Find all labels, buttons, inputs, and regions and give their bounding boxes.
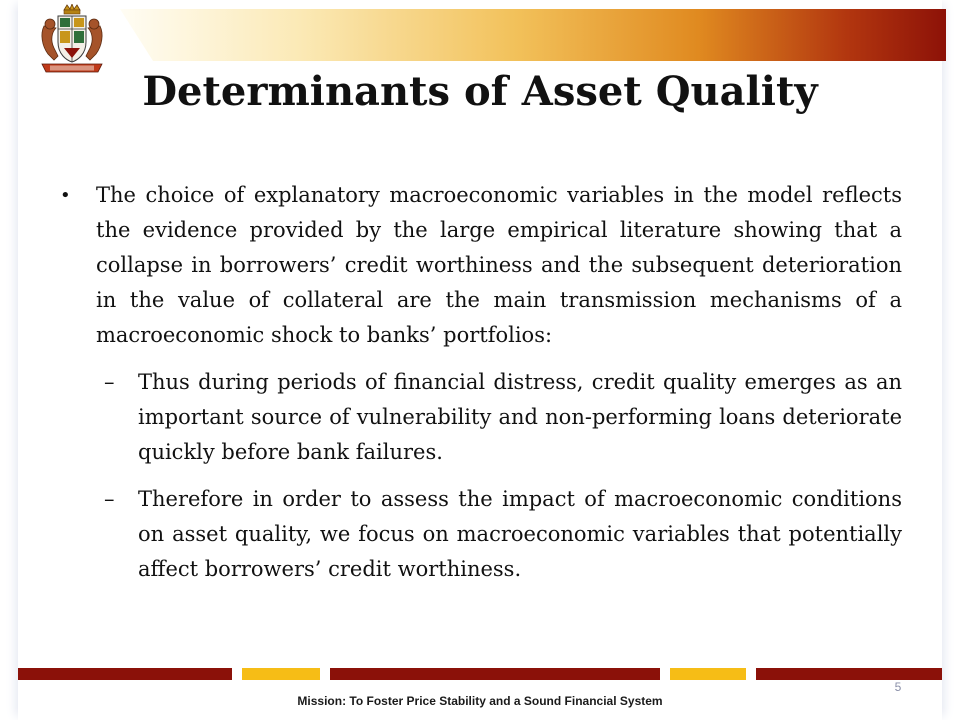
footer-segment-gold — [670, 668, 746, 680]
sub-bullet-text: Therefore in order to assess the impact of macroeconomic conditions on asset quality, we focus on macroeconomic variables that potentially affect borrowers’ credit worthiness. — [138, 487, 902, 581]
dash-icon: – — [104, 487, 115, 511]
dash-icon: – — [104, 370, 115, 394]
slide-title: Determinants of Asset Quality — [142, 68, 818, 115]
footer-segment-maroon — [18, 668, 232, 680]
sub-bullet-text: Thus during periods of financial distress, credit quality emerges as an important source of vulnerability and non-performing loans deteriorate quickly before bank failures. — [138, 370, 902, 464]
footer-gap — [320, 668, 330, 680]
footer-segment-maroon — [330, 668, 660, 680]
sub-bullet-2 — [104, 482, 902, 587]
bullet-icon: • — [60, 185, 71, 206]
header-gradient-band — [120, 9, 946, 61]
slide-number: 5 — [894, 680, 902, 694]
slide-body — [58, 178, 902, 587]
bank-crest-icon — [36, 4, 108, 78]
main-bullet — [58, 178, 902, 353]
mission-statement: Mission: To Foster Price Stability and a Sound Financial System — [297, 694, 663, 708]
footer-gap — [232, 668, 242, 680]
footer-gap — [660, 668, 670, 680]
footer-segment-maroon — [756, 668, 942, 680]
main-bullet-text: The choice of explanatory macroeconomic variables in the model reflects the evidence provided by the large empirical literature showing that a collapse in borrowers’ credit worthiness and the subsequent deterioration in the value of collateral are the main transmission mechanisms of a macroeconomic shock to banks’ portfolios: — [96, 183, 902, 347]
footer-gap — [746, 668, 756, 680]
sub-bullet-1 — [104, 365, 902, 470]
footer-color-bar — [18, 668, 942, 680]
footer-segment-gold — [242, 668, 320, 680]
